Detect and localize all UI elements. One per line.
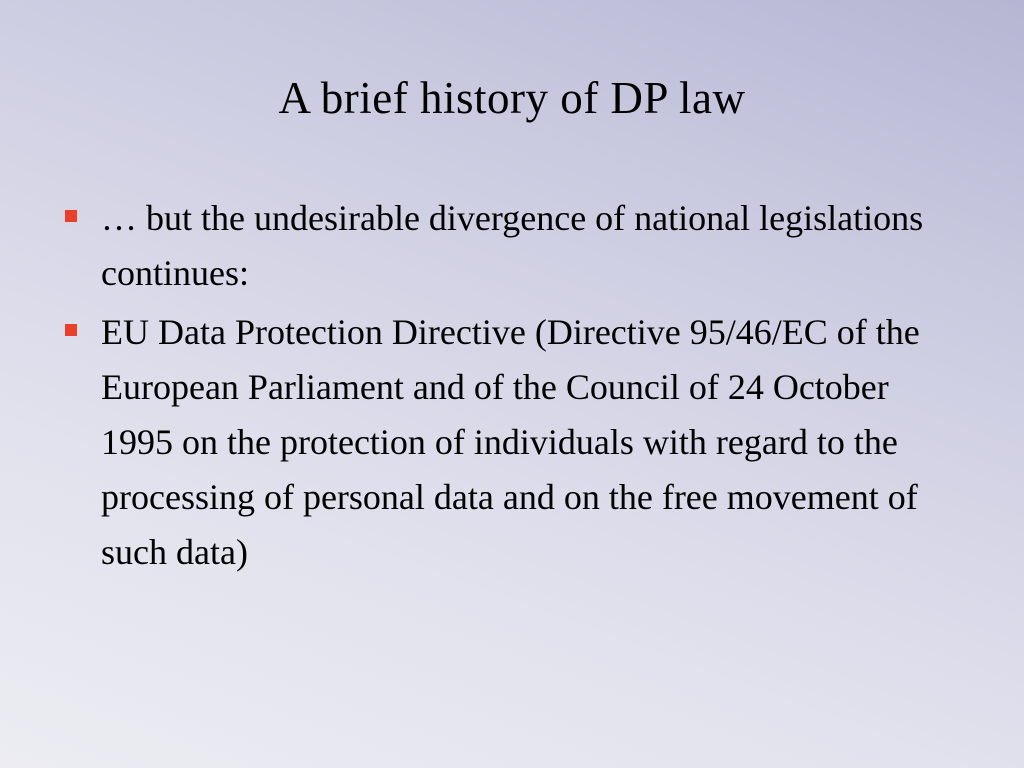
bullet-text: EU Data Protection Directive (Directive 95/46/EC of the European Parliament and of the Council of 24 October 1995 on the protection of individuals with regard to the processing of personal data and on the free movement of such data) xyxy=(101,312,920,572)
bullet-text: … but the undesirable divergence of national legislations continues: xyxy=(101,198,924,293)
bullet-list xyxy=(58,191,948,584)
square-bullet-icon xyxy=(65,210,77,222)
slide-title: A brief history of DP law xyxy=(278,73,746,123)
bullet-item xyxy=(58,191,948,301)
bullet-item xyxy=(58,305,948,580)
square-bullet-icon xyxy=(65,324,77,336)
